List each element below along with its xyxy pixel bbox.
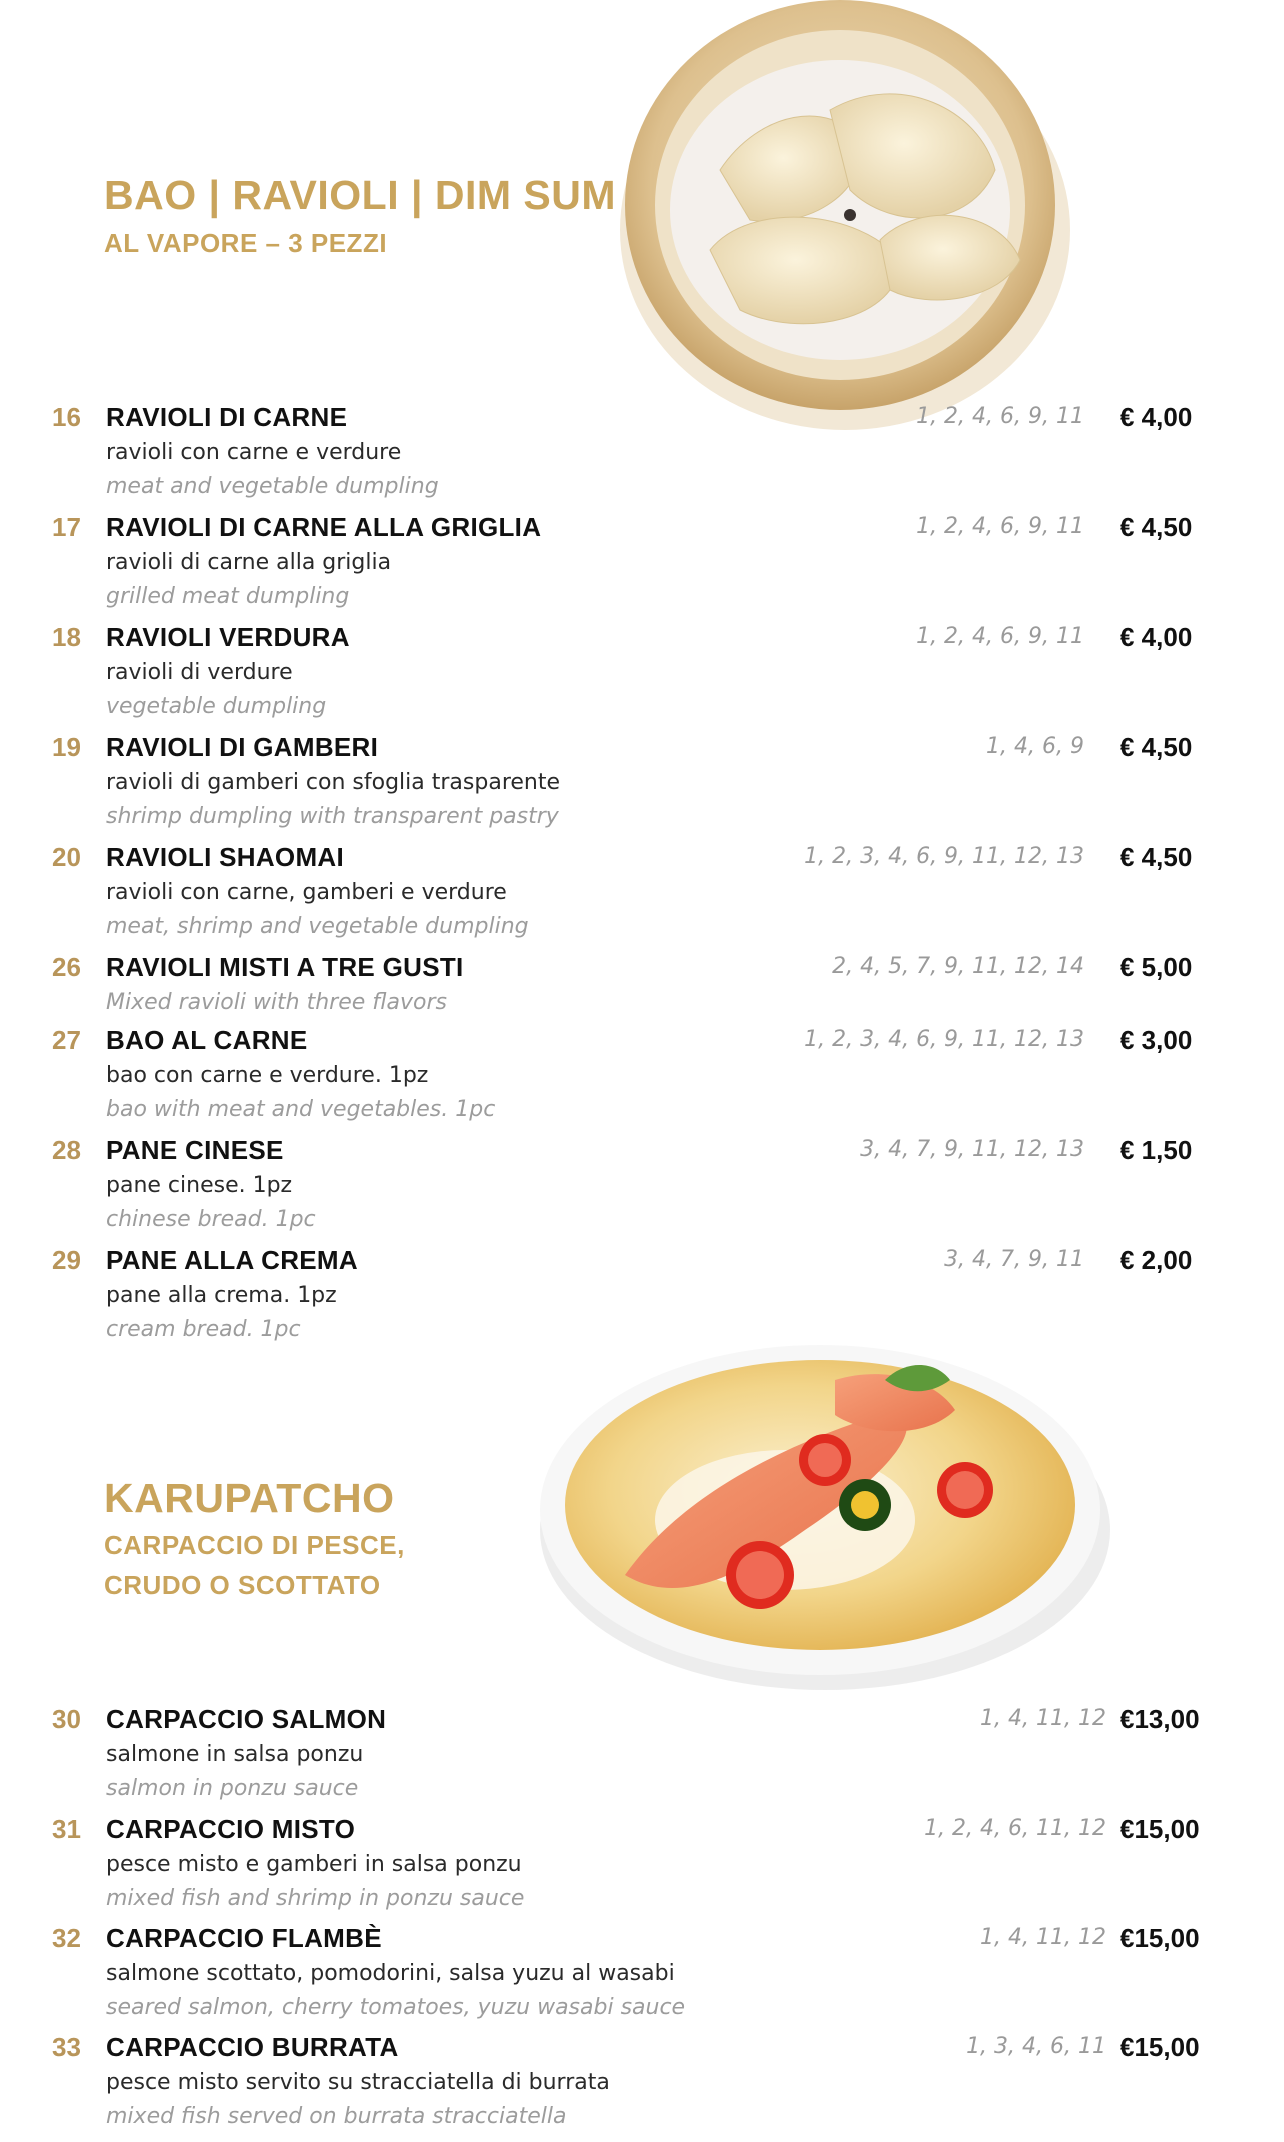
item-price: € 4,50 — [1120, 732, 1193, 762]
item-allergens: 1, 2, 3, 4, 6, 9, 11, 12, 13 — [804, 1027, 1084, 1052]
item-price: € 1,50 — [1120, 1135, 1193, 1165]
menu-item — [0, 842, 1284, 952]
item-translation: Mixed ravioli with three flavors — [106, 990, 447, 1015]
item-translation: grilled meat dumpling — [106, 584, 350, 609]
item-description: pane alla crema. 1pz — [106, 1283, 337, 1308]
item-description: pane cinese. 1pz — [106, 1173, 293, 1198]
item-number: 16 — [52, 402, 81, 432]
section-subtitle-ravioli: AL VAPORE – 3 PEZZI — [104, 228, 388, 258]
item-price: € 4,00 — [1120, 402, 1193, 432]
menu-item — [0, 1135, 1284, 1245]
menu-item — [0, 1704, 1284, 1814]
item-allergens: 3, 4, 7, 9, 11 — [944, 1247, 1084, 1272]
item-name: RAVIOLI DI CARNE — [106, 402, 348, 432]
item-translation: salmon in ponzu sauce — [106, 1776, 359, 1801]
item-allergens: 1, 4, 11, 12 — [980, 1706, 1106, 1731]
item-allergens: 1, 2, 4, 6, 9, 11 — [916, 514, 1084, 539]
menu-item — [0, 1025, 1284, 1135]
item-allergens: 1, 2, 3, 4, 6, 9, 11, 12, 13 — [804, 844, 1084, 869]
item-name: BAO AL CARNE — [106, 1025, 308, 1055]
section-title-karupatcho: KARUPATCHO — [104, 1475, 395, 1521]
menu-item — [0, 1814, 1284, 1924]
item-translation: meat and vegetable dumpling — [106, 474, 439, 499]
item-price: €15,00 — [1120, 2032, 1200, 2062]
item-number: 31 — [52, 1814, 81, 1844]
item-description: salmone scottato, pomodorini, salsa yuzu al wasabi — [106, 1961, 675, 1986]
item-name: RAVIOLI MISTI A TRE GUSTI — [106, 952, 464, 982]
item-description: pesce misto servito su stracciatella di burrata — [106, 2070, 610, 2095]
item-allergens: 2, 4, 5, 7, 9, 11, 12, 14 — [832, 954, 1084, 979]
menu-item — [0, 1923, 1284, 2033]
item-name: PANE CINESE — [106, 1135, 284, 1165]
item-number: 29 — [52, 1245, 81, 1275]
item-allergens: 3, 4, 7, 9, 11, 12, 13 — [860, 1137, 1084, 1162]
item-translation: vegetable dumpling — [106, 694, 327, 719]
item-number: 32 — [52, 1923, 81, 1953]
item-price: € 2,00 — [1120, 1245, 1193, 1275]
item-number: 28 — [52, 1135, 81, 1165]
item-number: 19 — [52, 732, 81, 762]
item-number: 20 — [52, 842, 81, 872]
item-description: ravioli con carne e verdure — [106, 440, 402, 465]
item-number: 17 — [52, 512, 81, 542]
item-description: ravioli di carne alla griglia — [106, 550, 392, 575]
item-number: 26 — [52, 952, 81, 982]
section-subtitle-line1: CARPACCIO DI PESCE, — [104, 1530, 405, 1560]
item-translation: mixed fish and shrimp in ponzu sauce — [106, 1886, 525, 1911]
item-allergens: 1, 3, 4, 6, 11 — [966, 2034, 1106, 2059]
menu-item — [0, 622, 1284, 732]
item-number: 33 — [52, 2032, 81, 2062]
item-translation: seared salmon, cherry tomatoes, yuzu wasabi sauce — [106, 1995, 686, 2020]
item-name: RAVIOLI SHAOMAI — [106, 842, 345, 872]
item-description: ravioli di verdure — [106, 660, 293, 685]
item-translation: shrimp dumpling with transparent pastry — [106, 804, 559, 829]
menu-item — [0, 512, 1284, 622]
item-description: ravioli con carne, gamberi e verdure — [106, 880, 507, 905]
item-translation: bao with meat and vegetables. 1pc — [106, 1097, 496, 1122]
item-number: 18 — [52, 622, 81, 652]
item-translation: mixed fish served on burrata stracciatella — [106, 2104, 567, 2129]
dumpling-steamer-photo — [600, 0, 1080, 440]
item-translation: cream bread. 1pc — [106, 1317, 301, 1342]
menu-item — [0, 952, 1284, 1024]
item-price: € 4,50 — [1120, 842, 1193, 872]
item-name: PANE ALLA CREMA — [106, 1245, 358, 1275]
item-translation: chinese bread. 1pc — [106, 1207, 316, 1232]
item-price: € 5,00 — [1120, 952, 1193, 982]
item-number: 30 — [52, 1704, 81, 1734]
item-number: 27 — [52, 1025, 81, 1055]
item-price: € 3,00 — [1120, 1025, 1193, 1055]
item-name: RAVIOLI DI GAMBERI — [106, 732, 379, 762]
item-description: salmone in salsa ponzu — [106, 1742, 364, 1767]
item-name: CARPACCIO MISTO — [106, 1814, 356, 1844]
section-title-ravioli: BAO | RAVIOLI | DIM SUM — [104, 172, 617, 218]
item-price: €13,00 — [1120, 1704, 1200, 1734]
item-allergens: 1, 2, 4, 6, 9, 11 — [916, 404, 1084, 429]
item-allergens: 1, 2, 4, 6, 11, 12 — [924, 1816, 1106, 1841]
item-allergens: 1, 4, 6, 9 — [986, 734, 1084, 759]
salmon-carpaccio-plate-photo — [535, 1320, 1115, 1700]
item-description: ravioli di gamberi con sfoglia trasparente — [106, 770, 561, 795]
item-translation: meat, shrimp and vegetable dumpling — [106, 914, 529, 939]
menu-item — [0, 402, 1284, 512]
item-allergens: 1, 4, 11, 12 — [980, 1925, 1106, 1950]
item-name: CARPACCIO SALMON — [106, 1704, 387, 1734]
item-price: € 4,50 — [1120, 512, 1193, 542]
item-name: CARPACCIO BURRATA — [106, 2032, 399, 2062]
item-name: RAVIOLI DI CARNE ALLA GRIGLIA — [106, 512, 542, 542]
item-allergens: 1, 2, 4, 6, 9, 11 — [916, 624, 1084, 649]
item-description: pesce misto e gamberi in salsa ponzu — [106, 1852, 522, 1877]
item-price: € 4,00 — [1120, 622, 1193, 652]
item-name: CARPACCIO FLAMBÈ — [106, 1923, 382, 1953]
item-price: €15,00 — [1120, 1923, 1200, 1953]
menu-item — [0, 2032, 1284, 2142]
item-description: bao con carne e verdure. 1pz — [106, 1063, 429, 1088]
section-subtitle-line2: CRUDO O SCOTTATO — [104, 1570, 381, 1600]
item-price: €15,00 — [1120, 1814, 1200, 1844]
item-name: RAVIOLI VERDURA — [106, 622, 350, 652]
menu-item — [0, 732, 1284, 842]
